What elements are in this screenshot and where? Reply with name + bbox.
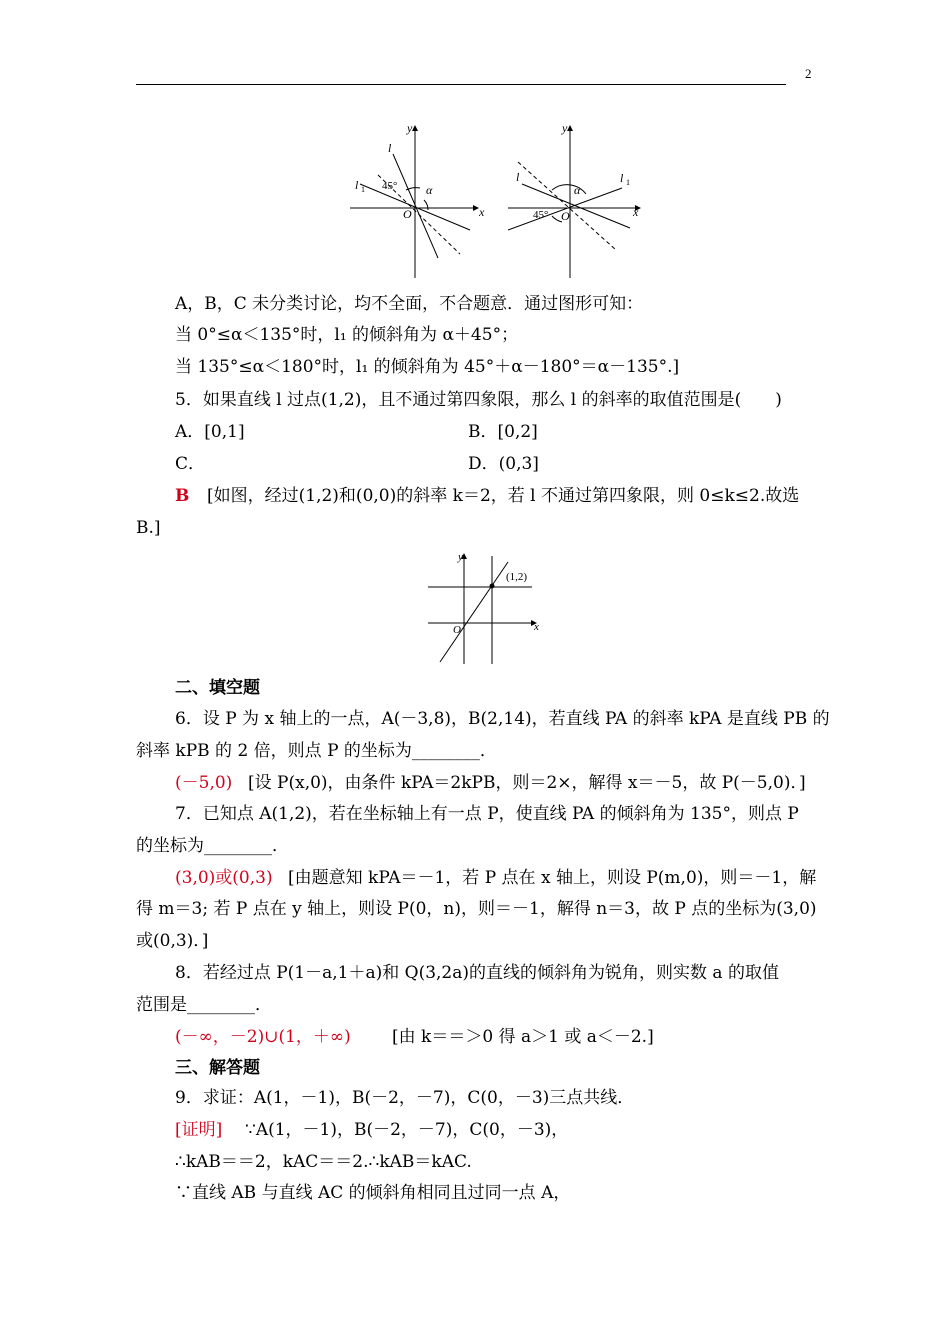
fig1-right-alpha-label: α: [574, 183, 581, 197]
fig2-origin-label: O: [453, 624, 461, 636]
point-1-2-marker: [490, 584, 495, 589]
text-line-l3: 当 135°≤α＜180°时，l₁ 的倾斜角为 45°＋α－180°＝α－135°.]: [175, 357, 680, 377]
answer-7-text-3: 或(0,3)．]: [136, 931, 209, 951]
question-5-option-d: D．(0,3]: [468, 454, 539, 474]
question-7-line-2: 的坐标为________．: [136, 836, 289, 856]
header-rule: [136, 84, 786, 85]
figure-right: [508, 126, 640, 278]
fig1-right-origin-label: O: [561, 209, 570, 223]
proof-line-3: ∵直线 AB 与直线 AC 的倾斜角相同且过同一点 A，: [175, 1183, 571, 1203]
answer-7-key: (3,0)或(0,3): [175, 868, 273, 888]
answer-5-text: [如图，经过(1,2)和(0,0)的斜率 k＝2，若 l 不通过第四象限，则 0≤k≤2.故选: [207, 486, 800, 506]
figure-slope-diagram: [420, 548, 550, 666]
answer-8-key: (－∞，－2)∪(1，＋∞): [175, 1027, 351, 1047]
fig1-left-x-label: x: [479, 205, 485, 219]
section-solution-title: 三、解答题: [175, 1058, 260, 1078]
fig1-left-y-label: y: [407, 121, 413, 135]
proof-key: [证明]: [175, 1120, 223, 1140]
answer-7-text-1: [由题意知 kPA＝－1，若 P 点在 x 轴上，则设 P(m,0)，则＝－1，解: [288, 868, 817, 888]
fig2-point-label: (1,2): [506, 571, 528, 583]
proof-line-1: ∵A(1，－1)，B(－2，－7)，C(0，－3)，: [245, 1120, 569, 1140]
question-5-option-b: B．[0,2]: [468, 422, 538, 442]
question-8-line-1: 8．若经过点 P(1－a,1＋a)和 Q(3,2a)的直线的倾斜角为锐角，则实数 a 的取值: [175, 963, 779, 983]
answer-8-text: [由 k＝＝＞0 得 a＞1 或 a＜－2.]: [392, 1027, 654, 1047]
answer-6-key: (－5,0): [175, 773, 233, 793]
text-line-l2: 当 0°≤α＜135°时，l₁ 的倾斜角为 α＋45°；: [175, 325, 519, 345]
fig1-right-l-label: l: [516, 170, 520, 184]
answer-5-text-2: B.]: [136, 518, 161, 538]
text-line-l1: A，B，C 未分类讨论，均不全面，不合题意．通过图形可知：: [175, 294, 644, 314]
question-6-line-2: 斜率 kPB 的 2 倍，则点 P 的坐标为________．: [136, 741, 497, 761]
question-5-option-a: A．[0,1]: [175, 422, 245, 442]
fig1-right-45-label: 45°: [533, 209, 549, 221]
answer-7-text-2: 得 m＝3; 若 P 点在 y 轴上，则设 P(0，n)，则＝－1，解得 n＝3，故 P 点的坐标为(3,0): [136, 899, 817, 919]
fig1-left-l1-subscript: 1: [361, 185, 365, 194]
section-fill-in-title: 二、填空题: [175, 678, 260, 698]
page-number: 2: [805, 66, 812, 81]
fig1-right-l1-label: l: [620, 171, 624, 185]
fig2-x-label: x: [534, 621, 539, 633]
fig1-left-45-label: 45°: [382, 180, 398, 192]
question-8-line-2: 范围是________．: [136, 995, 272, 1015]
question-9: 9．求证：A(1，－1)，B(－2，－7)，C(0，－3)三点共线．: [175, 1088, 635, 1108]
fig1-left-origin-label: O: [403, 207, 412, 221]
proof-line-2: ∴kAB＝＝2，kAC＝＝2.∴kAB＝kAC.: [175, 1152, 472, 1172]
figure-angle-diagrams: [340, 118, 650, 280]
question-5-option-c: C．: [175, 454, 206, 474]
fig1-left-l1-label: l: [355, 178, 359, 192]
answer-5-key: B: [175, 486, 190, 506]
answer-6-text: [设 P(x,0)，由条件 kPA＝2kPB，则＝2×，解得 x＝－5，故 P(－5,0)．]: [248, 773, 806, 793]
fig1-right-y-label: y: [562, 121, 568, 135]
question-7-line-1: 7．已知点 A(1,2)，若在坐标轴上有一点 P，使直线 PA 的倾斜角为 135°，则点 P: [175, 804, 799, 824]
fig1-right-l1-subscript: 1: [626, 178, 630, 187]
question-6-line-1: 6．设 P 为 x 轴上的一点，A(－3,8)，B(2,14)，若直线 PA 的斜率 kPA 是直线 PB 的: [175, 709, 830, 729]
fig2-y-label: y: [458, 551, 463, 563]
question-5: 5．如果直线 l 过点(1,2)，且不通过第四象限，那么 l 的斜率的取值范围是( ): [175, 390, 782, 410]
fig1-right-x-label: x: [633, 205, 639, 219]
figure-left: [350, 126, 478, 278]
fig1-left-alpha-label: α: [426, 183, 433, 197]
fig1-left-l-label: l: [388, 141, 392, 155]
